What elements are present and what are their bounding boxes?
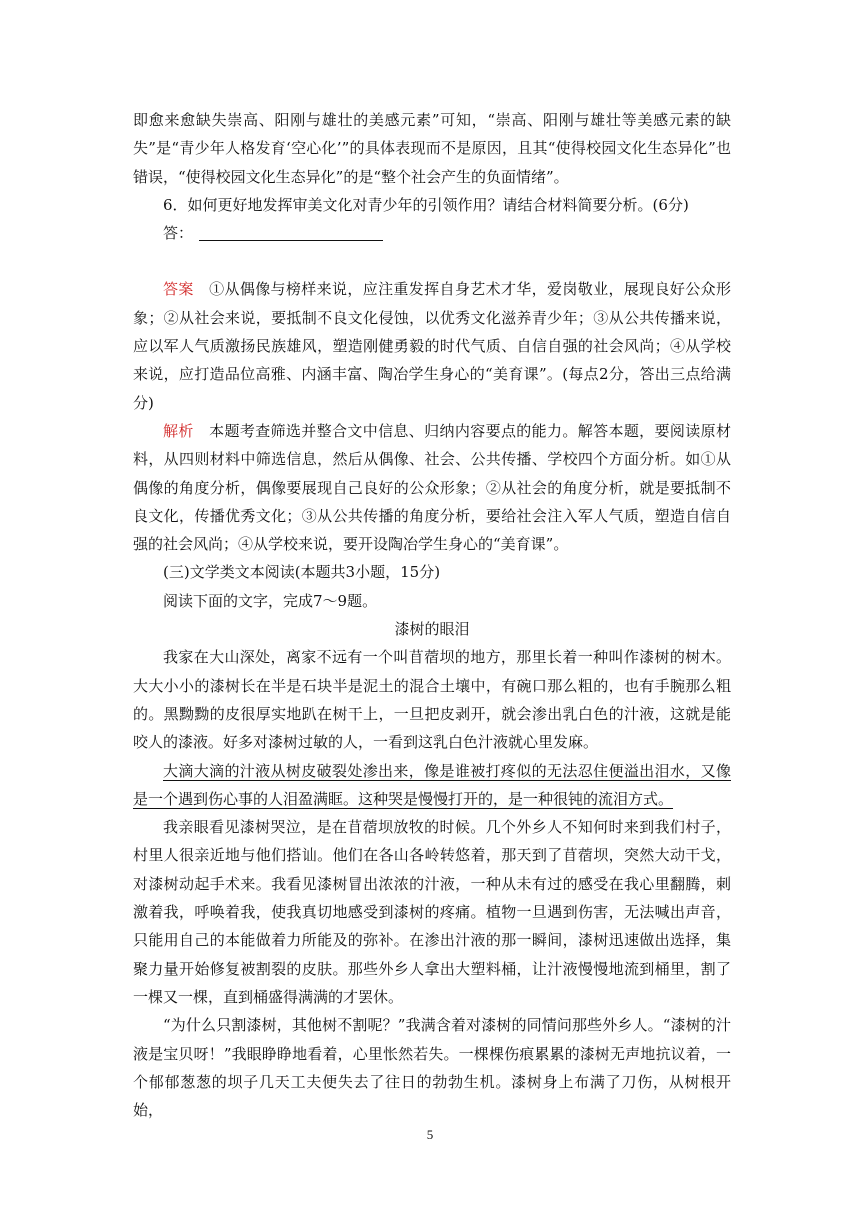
- section-heading: (三)文学类文本阅读(本题共3小题，15分): [163, 563, 441, 582]
- page-number: 5: [426, 1127, 434, 1142]
- page-content: [133, 106, 731, 1124]
- analysis-continuation: 即愈来愈缺失崇高、阳刚与雄壮的美感元素”可知，“崇高、阳刚与雄壮等美感元素的缺失”是“青少年人格发育‘空心化’”的具体表现而不是原因，且其“使得校园文化生态异化”也错误，“使得校园文化生态异化”的是“整个社会产生的负面情绪”。: [133, 111, 731, 186]
- analysis-label: 解析: [163, 421, 194, 440]
- answer-prefix: 答：: [163, 224, 194, 243]
- story-paragraph-3: 我亲眼看见漆树哭泣，是在苜蓿坝放牧的时候。几个外乡人不知何时来到我们村子，村里人很亲近地与他们搭讪。他们在各山各岭转悠着，那天到了苜蓿坝，突然大动干戈，对漆树动起手术来。我看见漆树冒出浓浓的汁液，一种从未有过的感受在我心里翻腾，刺激着我，呼唤着我，使我真切地感受到漆树的疼痛。植物一旦遇到伤害，无法喊出声音，只能用自己的本能做着力所能及的弥补。在渗出汁液的那一瞬间，漆树迅速做出选择，集聚力量开始修复被割裂的皮肤。那些外乡人拿出大塑料桶，让汁液慢慢地流到桶里，割了一棵又一棵，直到桶盛得满满的才罢休。: [133, 818, 731, 1006]
- instruction: 阅读下面的文字，完成7～9题。: [163, 591, 378, 610]
- story-title: 漆树的眼泪: [394, 620, 470, 639]
- answer-paragraph: [133, 275, 731, 416]
- analysis-text: 本题考查筛选并整合文中信息、归纳内容要点的能力。解答本题，要阅读原材料，从四则材料中筛选信息，然后从偶像、社会、公共传播、学校四个方面分析。如①从偶像的角度分析，偶像要展现自己良好的公众形象；②从社会的角度分析，就是要抵制不良文化，传播优秀文化；③从公共传播的角度分析，要给社会注入军人气质，塑造自信自强的社会风尚；④从学校来说，要开设陶冶学生身心的“美育课”。: [133, 421, 731, 554]
- answer-label: 答案: [163, 280, 194, 299]
- story-paragraph-2: [133, 757, 731, 814]
- analysis-paragraph: [133, 417, 731, 558]
- answer-line: [133, 219, 731, 247]
- answer-text: ①从偶像与榜样来说，应注重发挥自身艺术才华，爱岗敬业，展现良好公众形象；②从社会来说，要抵制不良文化侵蚀，以优秀文化滋养青少年；③从公共传播来说，应以军人气质激扬民族雄风，塑造刚健勇毅的时代气质、自信自强的社会风尚；④从学校来说，应打造品位高雅、内涵丰富、陶冶学生身心的“美育课”。(每点2分，答出三点给满分): [133, 280, 731, 412]
- spacer: [133, 247, 731, 275]
- story-paragraph-4: “为什么只割漆树，其他树不割呢？”我满含着对漆树的同情问那些外乡人。“漆树的汁液是宝贝呀！”我眼睁睁地看着，心里怅然若失。一棵棵伤痕累累的漆树无声地抗议着，一个郁郁葱葱的坝子几天工夫便失去了往日的勃勃生机。漆树身上布满了刀伤，从树根开始，: [133, 1016, 731, 1120]
- underlined-sentence: 大滴大滴的汁液从树皮破裂处渗出来，像是谁被打疼似的无法忍住便溢出泪水，又像是一个遇到伤心事的人泪盈满眶。这种哭是慢慢打开的，是一种很钝的流泪方式。: [133, 761, 731, 808]
- story-paragraph-1: 我家在大山深处，离家不远有一个叫苜蓿坝的地方，那里长着一种叫作漆树的树木。大大小小的漆树长在半是石块半是泥土的混合土壤中，有碗口那么粗的，也有手腕那么粗的。黑黝黝的皮很厚实地趴在树干上，一旦把皮剥开，就会渗出乳白色的汁液，这就是能咬人的漆液。好多对漆树过敏的人，一看到这乳白色汁液就心里发麻。: [133, 648, 731, 752]
- question-6-text: 6．如何更好地发挥审美文化对青少年的引领作用？请结合材料简要分析。(6分): [163, 195, 689, 214]
- question-6: [133, 191, 731, 219]
- answer-blank[interactable]: [199, 225, 383, 241]
